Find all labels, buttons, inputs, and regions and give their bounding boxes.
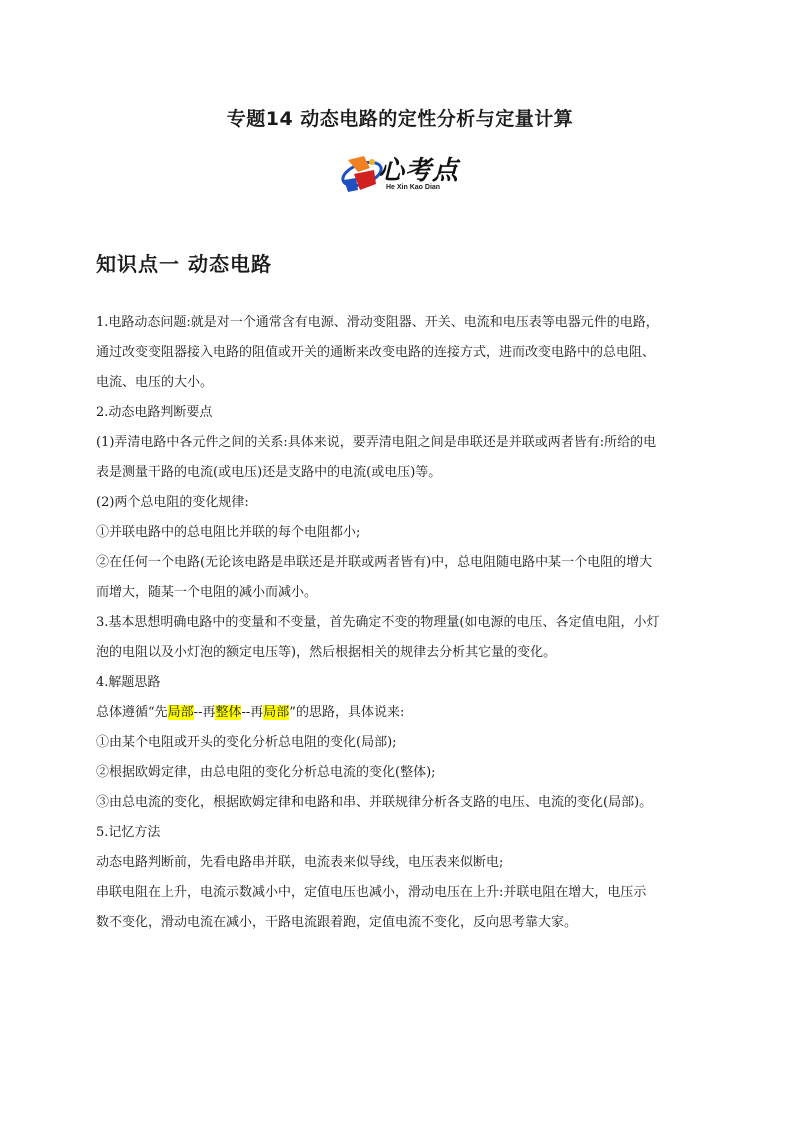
body-line: ③由总电流的变化，根据欧姆定律和电路和串、并联规律分析各支路的电压、电流的变化(局部)。	[96, 795, 653, 810]
logo-text: 心考点	[378, 156, 460, 186]
highlighted-line	[96, 698, 706, 728]
body-line: 电流、电压的大小。	[96, 375, 214, 390]
section-heading: 知识点一 动态电路	[96, 252, 272, 276]
body-line: 4.解题思路	[96, 675, 161, 690]
body-line: 泡的电阻以及小灯泡的额定电压等)，然后根据相关的规律去分析其它量的变化。	[96, 645, 557, 660]
body-line: 表是测量干路的电流(或电压)还是支路中的电流(或电压)等。	[96, 465, 442, 480]
body-line: 通过改变变阻器接入电路的阻值或开关的通断来改变电路的连接方式，进而改变电路中的总电阻、	[96, 345, 656, 360]
body-line: ①并联电路中的总电阻比并联的每个电阻都小;	[96, 525, 361, 540]
highlighted-term: 局部	[167, 705, 194, 720]
body-line: ①由某个电阻或开头的变化分析总电阻的变化(局部);	[96, 735, 397, 750]
body-line: 2.动态电路判断要点	[96, 405, 213, 420]
text-segment: --再	[193, 705, 216, 720]
highlighted-term: 局部	[263, 705, 290, 720]
body-line: (1)弄清电路中各元件之间的关系:具体来说，要弄清电阻之间是串联还是并联或两者皆有:所给的电	[96, 435, 657, 450]
body-line: 动态电路判断前，先看电路串并联，电流表来似导线，电压表来似断电;	[96, 855, 504, 870]
body-line: 而增大，随某一个电阻的减小而减小。	[96, 585, 318, 600]
text-segment: ”的思路，具体说来:	[289, 705, 405, 720]
document-body	[96, 308, 706, 938]
body-line: 数不变化，滑动电流在减小，干路电流跟着跑，定值电流不变化，反向思考靠大家。	[96, 915, 578, 930]
body-line: 3.基本思想明确电路中的变量和不变量，首先确定不变的物理量(如电源的电压、各定值电阻，小灯	[96, 615, 660, 630]
brand-logo	[340, 150, 460, 198]
highlighted-term: 整体	[215, 705, 242, 720]
logo-subtitle: He Xin Kao Dian	[386, 184, 441, 191]
body-line: (2)两个总电阻的变化规律:	[96, 495, 249, 510]
body-line: 串联电阻在上升，电流示数减小中，定值电压也减小，滑动电压在上升:并联电阻在增大，电压示	[96, 885, 647, 900]
body-line: 1.电路动态问题:就是对一个通常含有电源、滑动变阻器、开关、电流和电压表等电器元件的电路，	[96, 315, 659, 330]
text-segment: --再	[241, 705, 264, 720]
body-line: ②根据欧姆定律，由总电阻的变化分析总电流的变化(整体);	[96, 765, 436, 780]
document-title: 专题14 动态电路的定性分析与定量计算	[226, 108, 574, 130]
body-line: 5.记忆方法	[96, 825, 161, 840]
text-segment: 总体遵循“先	[96, 705, 168, 720]
body-line: ②在任何一个电路(无论该电路是串联还是并联或两者皆有)中，总电阻随电路中某一个电阻的增大	[96, 555, 653, 570]
